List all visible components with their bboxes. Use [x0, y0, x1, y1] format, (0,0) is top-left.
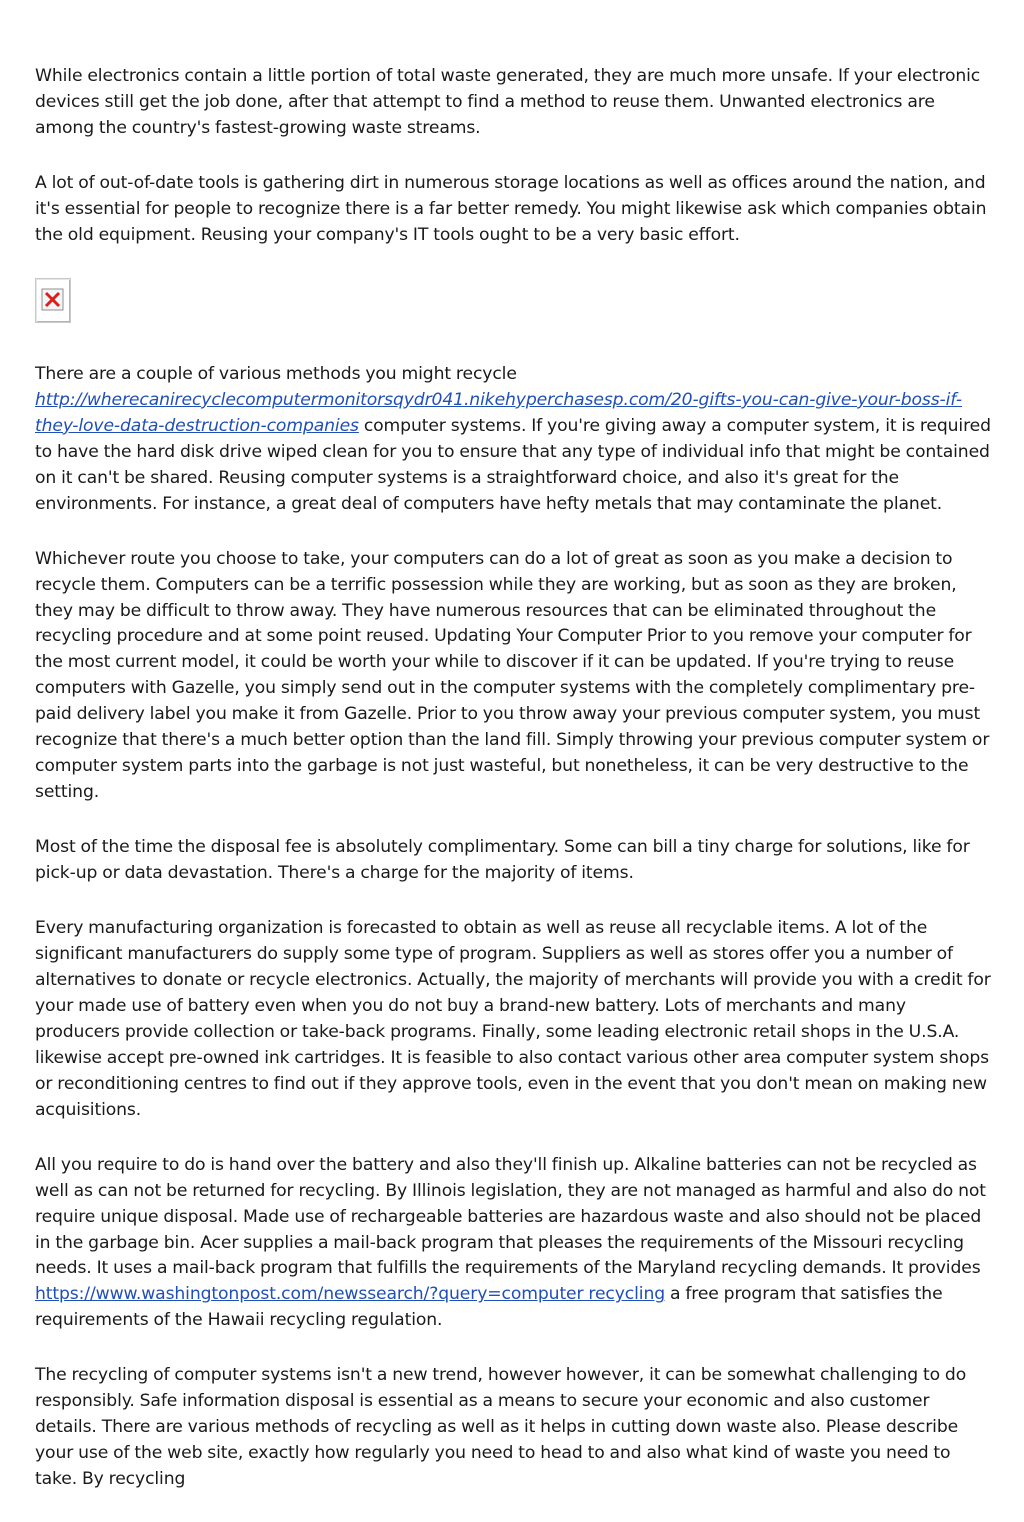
paragraph-route: Whichever route you choose to take, your computers can do a lot of great as soon as you make a decision to recycle them. Computers can be a terrific possession while they are working, but as soon as they are broken, they may be difficult to throw away. They have numerous resources that can be eliminated throughout the recycling procedure and at some point reused. Updating Your Computer Prior to you remove your computer for the most current model, it could be worth your while to discover if it can be updated. If you're trying to reuse computers with Gazelle, you simply send out in the computer systems with the completely complimentary pre-paid delivery label you make it from Gazelle. Prior to you throw away your previous computer system, you must recognize that there's a much better option than the land fill. Simply throwing your previous computer system or computer system parts into the garbage is not just wasteful, but nonetheless, it can be very destructive to the setting. [35, 548, 990, 802]
paragraph-old-equipment: A lot of out-of-date tools is gathering dirt in numerous storage locations as well as offices around the nation, and it's essential for people to recognize there is a far better remedy. You might likewise ask which companies obtain the old equipment. Reusing your company's IT tools ought to be a very basic effort. [35, 173, 987, 245]
paragraph-manufacturers: Every manufacturing organization is forecasted to obtain as well as reuse all recyclable items. A lot of the significant manufacturers do supply some type of program. Suppliers as well as stores offer you a number of alternatives to donate or recycle electronics. Actually, the majority of merchants will provide you with a credit for your made use of battery even when you do not buy a brand-new battery. Lots of merchants and many producers provide collection or take-back programs. Finally, some leading electronic retail shops in the U.S.A. likewise accept pre-owned ink cartridges. It is feasible to also contact various other area computer system shops or reconditioning centres to find out if they approve tools, even in the event that you don't mean on making new acquisitions. [35, 918, 991, 1120]
washingtonpost-link[interactable]: https://www.washingtonpost.com/newssearch/?query=computer recycling [35, 1284, 666, 1305]
recycle-monitors-link[interactable]: http://wherecanirecyclecomputermonitorsqydr041.nikehyperchasesp.com/20-gifts-you-can-give-your-boss-if-they-love-data-destruction-companies [35, 389, 963, 436]
broken-image-icon [35, 278, 71, 323]
text-segment: There are a couple of various methods you might recycle [35, 364, 517, 385]
paragraph-intro: While electronics contain a little portion of total waste generated, they are much more unsafe. If your electronic devices still get the job done, after that attempt to find a method to reuse them. Unwanted electronics are among the country's fastest-growing waste streams. [35, 66, 981, 138]
paragraph-recycling-trend: The recycling of computer systems isn't a new trend, however however, it can be somewhat challenging to do responsibly. Safe information disposal is essential as a means to secure your economic and also customer details. There are various methods of recycling as well as it helps in cutting down waste also. Please describe your use of the web site, exactly how regularly you need to head to and also what kind of waste you need to take. By recycling [35, 1365, 967, 1490]
paragraph-batteries [35, 1153, 995, 1334]
image-placeholder-icon [39, 282, 67, 318]
text-segment: computer systems. If you're giving away a computer system, it is required to have the hard disk drive wiped clean for you to ensure that any type of individual info that might be contained on it can't be shared. Reusing computer systems is a straightforward choice, and also it's great for the environments. For instance, a great deal of computers have hefty metals that may contaminate the planet. [35, 415, 991, 514]
article-body [35, 64, 995, 1522]
paragraph-disposal-fee: Most of the time the disposal fee is absolutely complimentary. Some can bill a tiny charge for solutions, like for pick-up or data devastation. There's a charge for the majority of items. [35, 837, 970, 884]
text-segment: All you require to do is hand over the battery and also they'll finish up. Alkaline batteries can not be recycled as well as can not be returned for recycling. By Illinois legislation, they are not managed as harmful and also do not require unique disposal. Made use of rechargeable batteries are hazardous waste and also should not be placed in the garbage bin. Acer supplies a mail-back program that pleases the requirements of the Missouri recycling needs. It uses a mail-back program that fulfills the requirements of the Maryland recycling demands. It provides [35, 1154, 986, 1279]
paragraph-recycle-methods [35, 362, 995, 517]
text-segment: a free program that satisfies the requirements of the Hawaii recycling regulation. [35, 1284, 943, 1331]
